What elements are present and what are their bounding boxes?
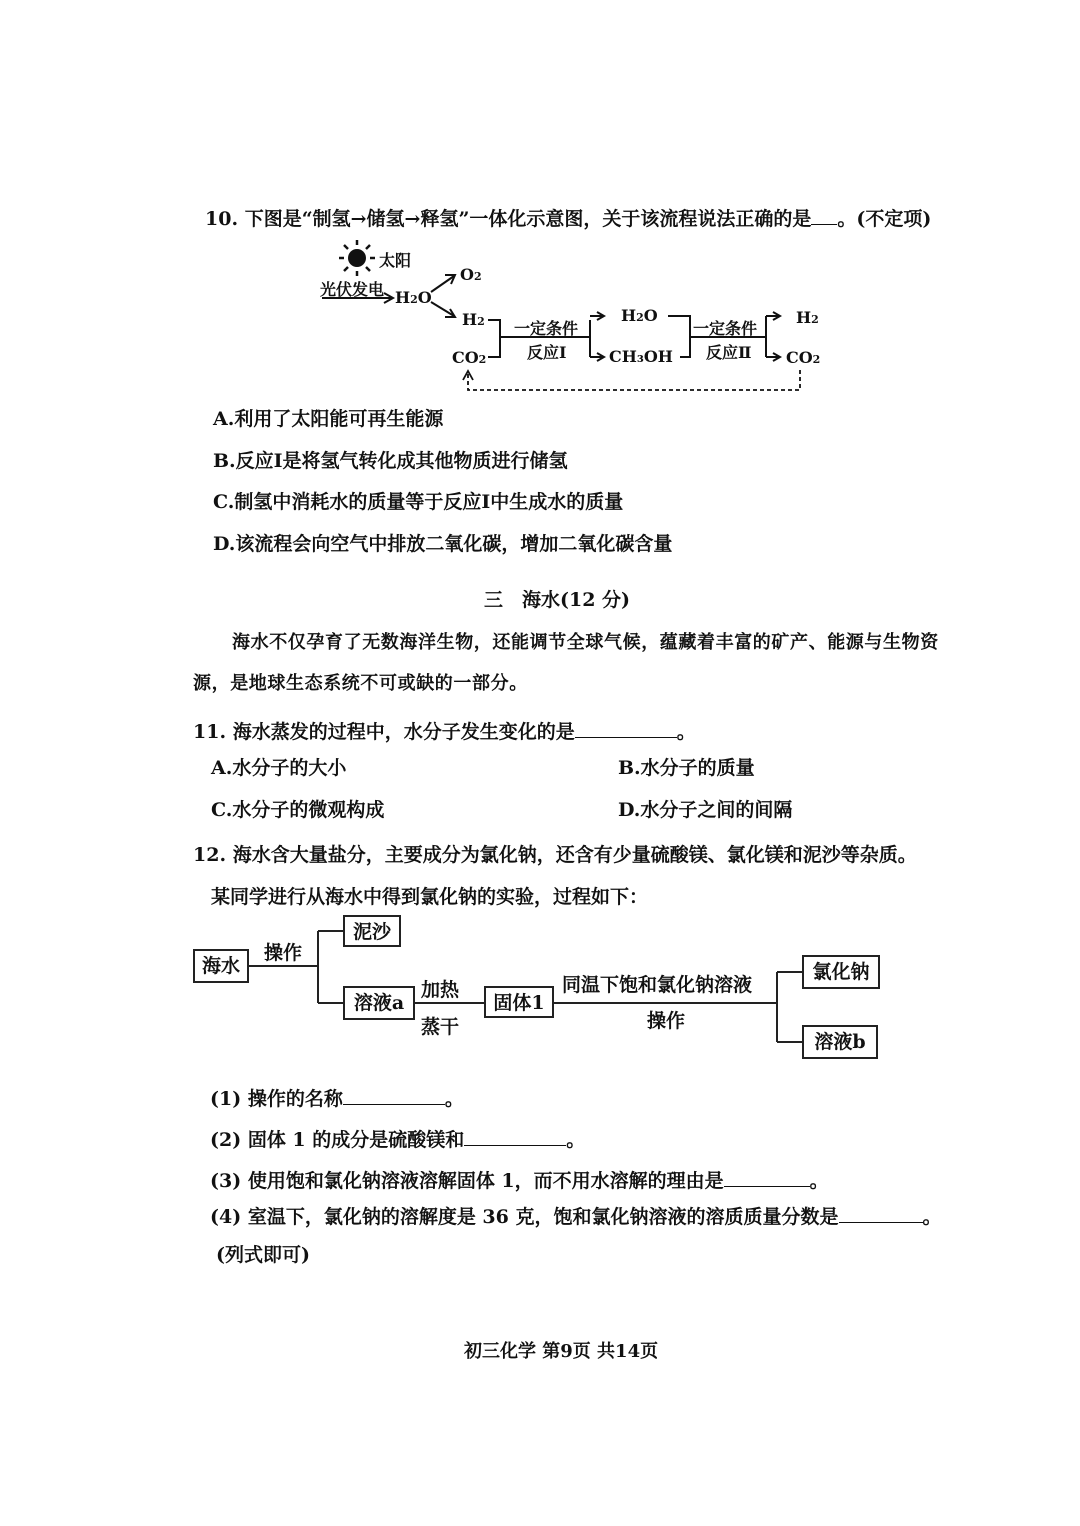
q12-sub4: [210, 1202, 942, 1229]
h2o-label-1: H2O: [395, 288, 432, 307]
condition-label-2: 一定条件: [693, 319, 758, 338]
q10-option-b[interactable]: B.反应Ⅰ是将氢气转化成其他物质进行储氢: [213, 450, 568, 472]
q11-number: 11.: [193, 721, 227, 743]
q11-option-b[interactable]: B.水分子的质量: [618, 757, 755, 779]
flow-nacl-box: 氯化钠: [802, 955, 880, 989]
sun-label: 太阳: [379, 251, 412, 270]
q12-sub1-text: (1) 操作的名称: [210, 1088, 343, 1110]
h2-label-2: H2: [796, 308, 819, 327]
condition-label-1: 一定条件: [514, 319, 579, 338]
q10-stem-text: 下图是“制氢→储氢→释氢”一体化示意图，关于该流程说法正确的是: [244, 208, 812, 230]
q12-sub3-text: (3) 使用饱和氯化钠溶液溶解固体 1，而不用水溶解的理由是: [210, 1170, 724, 1192]
flow-sand-box: 泥沙: [343, 915, 401, 947]
q10-number: 10.: [205, 208, 239, 230]
q12-sub3-blank[interactable]: [724, 1168, 810, 1187]
q12-stem-line2: 某同学进行从海水中得到氯化钠的实验，过程如下：: [211, 886, 649, 908]
q12-sub4-end: 。: [922, 1206, 942, 1228]
q11-end: 。: [676, 721, 696, 743]
flow-solution-b-box: 溶液b: [802, 1025, 878, 1059]
q11-option-d[interactable]: D.水分子之间的间隔: [618, 799, 793, 821]
section-intro-line1: 海水不仅孕育了无数海洋生物，还能调节全球气候，蕴藏着丰富的矿产、能源与生物资: [232, 632, 939, 653]
flow-same-temp-label: 同温下饱和氯化钠溶液: [562, 974, 753, 996]
q12-sub2-end: 。: [566, 1129, 586, 1151]
h2o-label-2: H2O: [621, 306, 658, 325]
q12-sub4-text: (4) 室温下，氯化钠的溶解度是 36 克，饱和氯化钠溶液的溶质质量分数是: [210, 1206, 839, 1228]
co2-label-2: CO2: [786, 348, 821, 367]
section-intro-line2: 源，是地球生态系统不可或缺的一部分。: [193, 673, 528, 694]
ch3oh-label: CH₃OH: [609, 347, 673, 366]
q10-option-c[interactable]: C.制氢中消耗水的质量等于反应Ⅰ中生成水的质量: [213, 491, 624, 513]
flow-evap-label: 蒸干: [421, 1016, 460, 1038]
flow-solid1-box: 固体1: [484, 986, 554, 1018]
flow-solution-a-box: 溶液a: [343, 986, 415, 1020]
q10-stem-end: 。(不定项): [837, 208, 932, 230]
page-footer: 初三化学 第9页 共14页: [464, 1341, 659, 1362]
section-title: 三 海水(12 分): [484, 589, 631, 611]
q12-sub4-blank[interactable]: [839, 1204, 923, 1223]
q12-number: 12.: [193, 844, 227, 866]
flow-heat-label: 加热: [421, 979, 460, 1001]
pv-label: 光伏发电: [320, 280, 385, 299]
q12-stem-text: 海水含大量盐分，主要成分为氯化钠，还含有少量硫酸镁、氯化镁和泥沙等杂质。: [232, 844, 917, 866]
q12-sub3-end: 。: [809, 1170, 829, 1192]
q11-option-a[interactable]: A.水分子的大小: [211, 757, 347, 779]
q12-sub4-note: (列式即可): [216, 1244, 310, 1266]
q12-sub2: [210, 1125, 585, 1152]
q11-option-c[interactable]: C.水分子的微观构成: [211, 799, 385, 821]
q12-sub1-end: 。: [444, 1088, 464, 1110]
q12-sub1: [210, 1084, 464, 1111]
q12-sub2-text: (2) 固体 1 的成分是硫酸镁和: [210, 1129, 465, 1151]
q12-sub2-blank[interactable]: [464, 1127, 566, 1146]
q12-sub3: [210, 1166, 829, 1193]
h2-label-1: H2: [462, 310, 485, 329]
o2-label: O2: [460, 265, 482, 284]
q11-stem-text: 海水蒸发的过程中，水分子发生变化的是: [232, 721, 575, 743]
flow-seawater-box: 海水: [193, 949, 249, 983]
co2-label-1: CO2: [452, 348, 487, 367]
reaction-2-label: 反应Ⅱ: [706, 343, 752, 362]
flow-op1-label: 操作: [264, 942, 303, 964]
q10-option-a[interactable]: A.利用了太阳能可再生能源: [213, 408, 444, 430]
q12-sub1-blank[interactable]: [343, 1086, 445, 1105]
q10-option-d[interactable]: D.该流程会向空气中排放二氧化碳，增加二氧化碳含量: [213, 533, 673, 555]
reaction-1-label: 反应Ⅰ: [527, 343, 567, 362]
flow-op2-label: 操作: [647, 1010, 686, 1032]
